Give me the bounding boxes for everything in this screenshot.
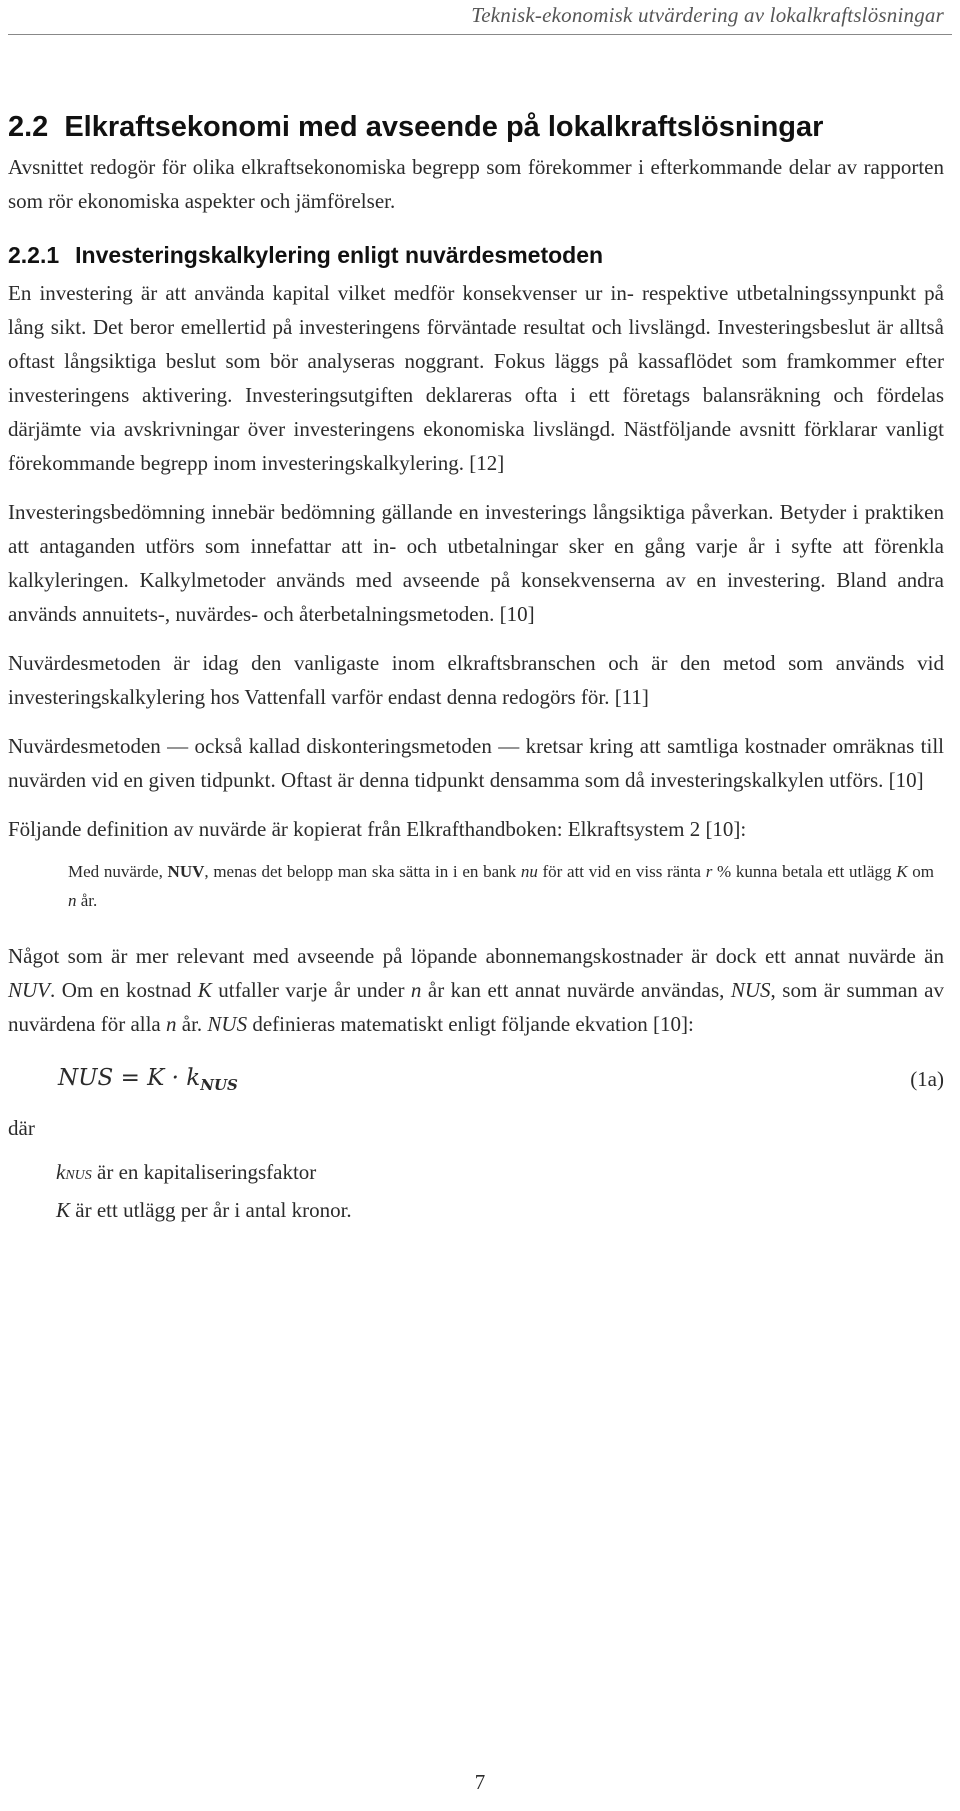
paragraph-npv-discounting: Nuvärdesmetoden — också kallad diskonteringsmetoden — kretsar kring att samtliga kostnader omräknas till nuvärden vid en given tidpunkt. Oftast är denna tidpunkt densamma som då investeringskalkylen utförs. [10] (8, 734, 944, 792)
where-label: där (8, 1116, 35, 1140)
section-title: Elkraftsekonomi med avseende på lokalkraftslösningar (64, 111, 824, 143)
equation-number: (1a) (910, 1067, 944, 1091)
paragraph-investment: En investering är att använda kapital vilket medför konsekvenser ur in- respektive utbetalningssynpunkt på lång sikt. Det beror emellertid på investeringens förväntade resultat och livslängd. Investeringsbeslut är alltså oftast långsiktiga beslut som bör analyseras noggrant. Fokus läggs på kassaflödet som framkommer efter investeringens aktivering. Investeringsutgiften deklareras ofta i ett företags balansräkning och fördelas därjämte via avskrivningar över investeringens ekonomiska livslängd. Nästföljande avsnitt förklarar vanligt förekommande begrepp inom investeringskalkylering. [12] (8, 281, 944, 475)
definition-k: K är ett utlägg per år i antal kronor. (56, 1198, 352, 1222)
page-content (8, 110, 944, 1227)
section-heading (8, 110, 944, 144)
paragraph-npv-common: Nuvärdesmetoden är idag den vanligaste inom elkraftsbranschen och är den metod som används vid investeringskalkylering hos Vattenfall varför endast denna redogörs för. [11] (8, 651, 944, 709)
block-quote-definition: Med nuvärde, NUV, menas det belopp man ska sätta in i en bank nu för att vid en viss ränta r % kunna betala ett utlägg K om n år. (68, 862, 934, 910)
section-number: 2.2 (8, 111, 49, 143)
paragraph-definition-intro: Följande definition av nuvärde är kopierat från Elkrafthandboken: Elkraftsystem 2 [10]: (8, 817, 747, 841)
paragraph-nus: Något som är mer relevant med avseende på löpande abonnemangskostnader är dock ett annat nuvärde än NUV. Om en kostnad K utfaller varje år under n år kan ett annat nuvärde användas, NUS, som är summan av nuvärdena för alla n år. NUS definieras matematiskt enligt följande ekvation [10]: (8, 944, 944, 1036)
subsection-title: Investeringskalkylering enligt nuvärdesmetoden (75, 242, 604, 268)
page-number: 7 (474, 1770, 486, 1794)
running-header: Teknisk-ekonomisk utvärdering av lokalkraftslösningar (471, 3, 944, 27)
nuv-term: NUV (167, 862, 205, 881)
variable-definitions (56, 1155, 944, 1227)
subsection-number: 2.2.1 (8, 242, 60, 268)
section-intro: Avsnittet redogör för olika elkraftsekonomiska begrepp som förekommer i efterkommande delar av rapporten som rör ekonomiska aspekter och jämförelser. (8, 155, 944, 213)
equation-nus: NUS = $K \cdot k_{NUS}$ (58, 1065, 238, 1094)
header-rule (8, 34, 952, 35)
definition-k-nus: kNUS är en kapitaliseringsfaktor (56, 1160, 317, 1184)
equation-row (8, 1065, 944, 1119)
subsection-heading (8, 240, 944, 270)
paragraph-assessment: Investeringsbedömning innebär bedömning gällande en investerings långsiktiga påverkan. Betyder i praktiken att antaganden utförs som innefattar att in- och utbetalningar sker en gång varje år i syfte att förenkla kalkyleringen. Kalkylmetoder används med avseende på konsekvenserna av en investering. Bland andra används annuitets-, nuvärdes- och återbetalningsmetoden. [10] (8, 500, 944, 626)
